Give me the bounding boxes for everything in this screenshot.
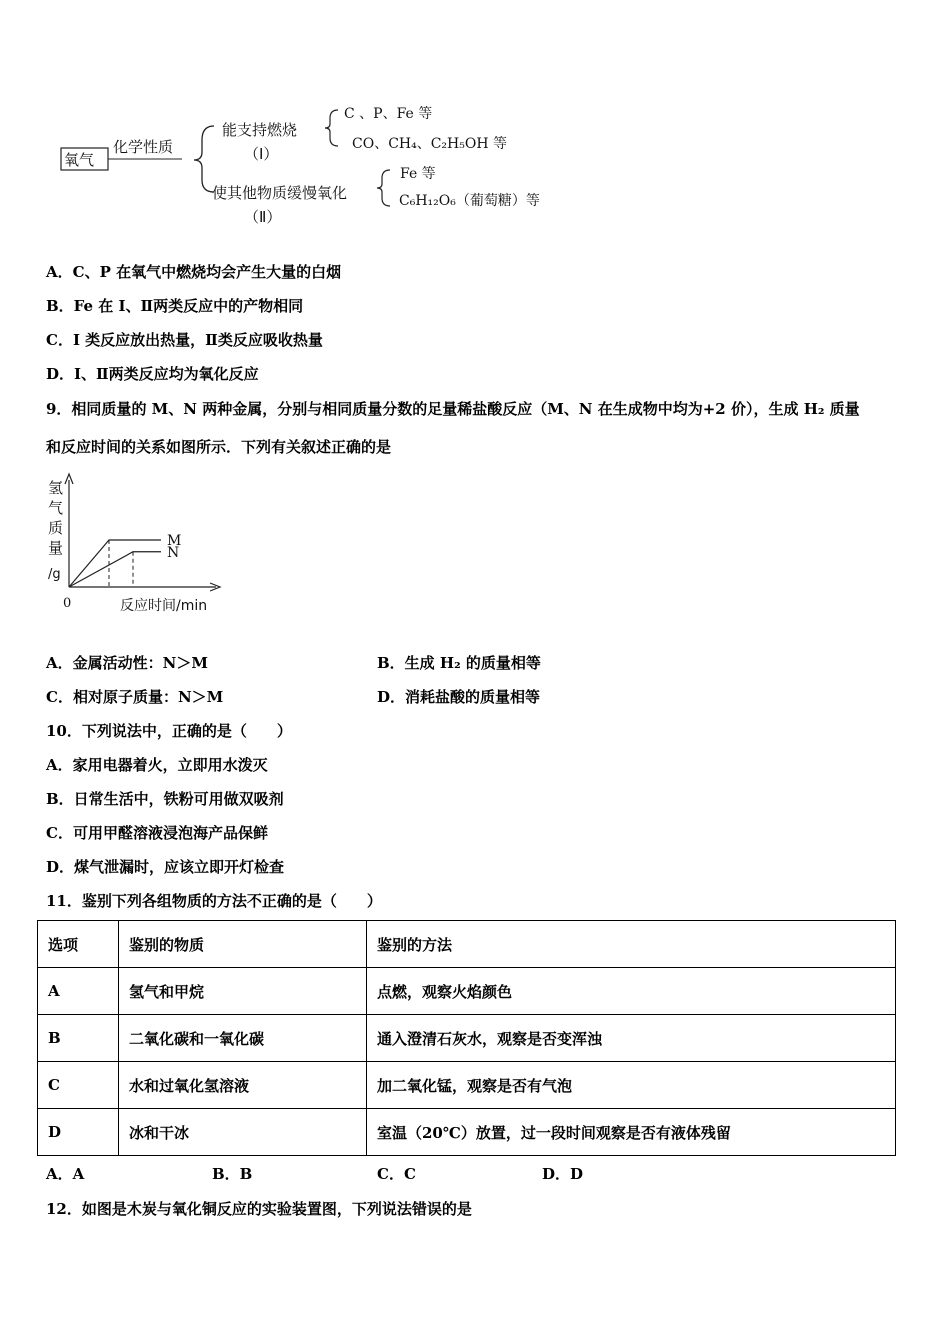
q11-option-a: A．A <box>46 1165 85 1183</box>
branch2-label: 使其他物质缓慢氧化 <box>212 184 348 202</box>
oxygen-properties-diagram <box>0 0 950 240</box>
row-d-option: D <box>38 1109 119 1156</box>
chem-prop-label: 化学性质 <box>113 138 174 156</box>
table-header-row <box>38 921 896 968</box>
y-label-unit: /g <box>48 567 61 582</box>
series-label-N: N <box>167 544 180 561</box>
branch1-tag: （Ⅰ） <box>244 145 279 163</box>
row-d-substance: 冰和干冰 <box>119 1109 367 1156</box>
q11-stem: 11．鉴别下列各组物质的方法不正确的是（ ） <box>46 892 382 910</box>
table-row <box>38 968 896 1015</box>
q9-option-d: D．消耗盐酸的质量相等 <box>377 688 541 706</box>
q11-table <box>37 920 896 1156</box>
q9-stem-line1: 9．相同质量的 M、N 两种金属，分别与相同质量分数的足量稀盐酸反应（M、N 在生成物中均为+2 价），生成 H₂ 质量 <box>46 400 860 418</box>
q10-option-d: D．煤气泄漏时，应该立即开灯检查 <box>46 858 285 876</box>
row-c-method: 加二氧化锰，观察是否有气泡 <box>367 1062 896 1109</box>
q9-option-c: C．相对原子质量：N＞M <box>46 688 224 706</box>
q10-option-b: B．日常生活中，铁粉可用做双吸剂 <box>46 790 284 808</box>
q9-option-b: B．生成 H₂ 的质量相等 <box>377 654 541 672</box>
q11-option-c: C．C <box>377 1165 416 1183</box>
q12-stem: 12．如图是木炭与氧化铜反应的实验装置图，下列说法错误的是 <box>46 1200 472 1218</box>
origin-label: 0 <box>63 596 72 611</box>
q10-option-c: C．可用甲醛溶液浸泡海产品保鲜 <box>46 824 268 842</box>
y-label-char-3: 质 <box>48 519 64 537</box>
q11-option-d: D．D <box>542 1165 584 1183</box>
row-a-option: A <box>38 968 119 1015</box>
table-row <box>38 1062 896 1109</box>
y-label-char-4: 量 <box>48 539 64 557</box>
row-c-option: C <box>38 1062 119 1109</box>
row-a-substance: 氢气和甲烷 <box>119 968 367 1015</box>
y-label-char-1: 氢 <box>48 479 64 497</box>
q10-stem: 10．下列说法中，正确的是（ ） <box>46 722 292 740</box>
x-axis-label: 反应时间/min <box>120 598 208 614</box>
row-b-method: 通入澄清石灰水，观察是否变浑浊 <box>367 1015 896 1062</box>
q8-option-d: D．I、Ⅱ两类反应均为氧化反应 <box>46 365 259 383</box>
branch2-tag: （Ⅱ） <box>244 208 282 226</box>
big-brace <box>194 126 214 192</box>
header-option: 选项 <box>38 921 119 968</box>
brace-2 <box>377 170 390 206</box>
series-line-N <box>69 552 161 587</box>
b2-item2: C₆H₁₂O₆（葡萄糖）等 <box>399 193 540 209</box>
q11-option-b: B．B <box>212 1165 253 1183</box>
branch1-label: 能支持燃烧 <box>222 121 298 139</box>
y-label-char-2: 气 <box>48 499 64 517</box>
q8-option-c: C．I 类反应放出热量，Ⅱ类反应吸收热量 <box>46 331 323 349</box>
row-c-substance: 水和过氧化氢溶液 <box>119 1062 367 1109</box>
brace-1 <box>325 110 338 146</box>
table-row <box>38 1015 896 1062</box>
b1-item2: CO、CH₄、C₂H₅OH 等 <box>352 136 508 152</box>
header-method: 鉴别的方法 <box>367 921 896 968</box>
table-row <box>38 1109 896 1156</box>
q10-option-a: A．家用电器着火，立即用水泼灭 <box>46 756 268 774</box>
b2-item1: Fe 等 <box>400 166 436 182</box>
oxygen-label: 氧气 <box>64 151 95 169</box>
row-b-option: B <box>38 1015 119 1062</box>
q9-chart <box>40 470 240 620</box>
q8-option-b: B．Fe 在 I、Ⅱ两类反应中的产物相同 <box>46 297 304 315</box>
row-d-method: 室温（20℃）放置，过一段时间观察是否有液体残留 <box>367 1109 896 1156</box>
q9-option-a: A．金属活动性：N＞M <box>46 654 208 672</box>
q9-stem-line2: 和反应时间的关系如图所示．下列有关叙述正确的是 <box>46 438 392 456</box>
b1-item1: C 、P、Fe 等 <box>344 106 433 122</box>
header-substance: 鉴别的物质 <box>119 921 367 968</box>
series-label-M: M <box>167 533 182 549</box>
row-a-method: 点燃，观察火焰颜色 <box>367 968 896 1015</box>
q8-option-a: A．C、P 在氧气中燃烧均会产生大量的白烟 <box>46 263 342 281</box>
row-b-substance: 二氧化碳和一氧化碳 <box>119 1015 367 1062</box>
